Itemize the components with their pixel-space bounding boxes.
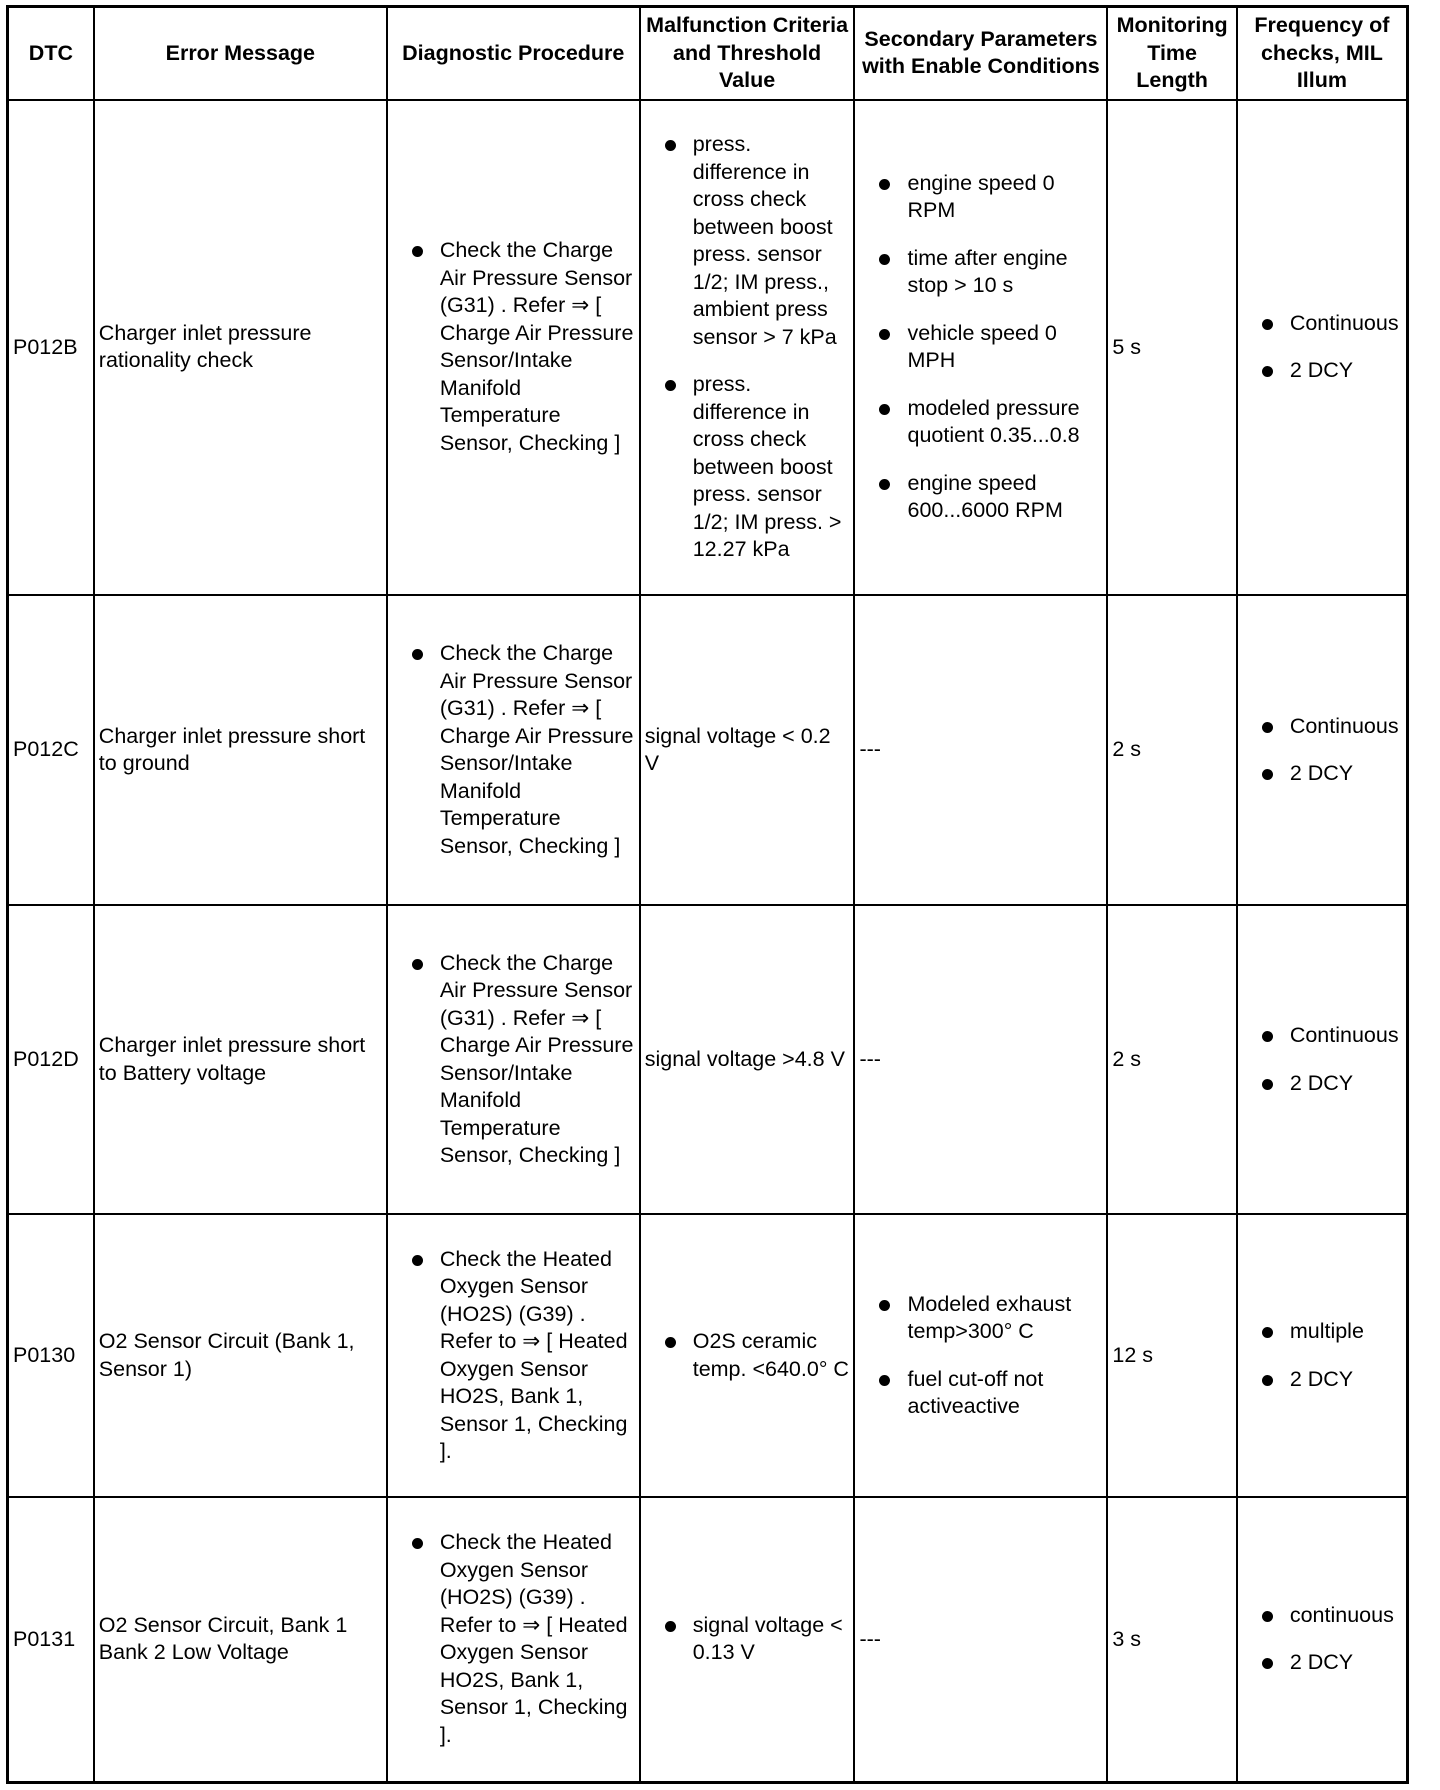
secondary-item: engine speed 600...6000 RPM: [859, 470, 1102, 525]
frequency-item: 2 DCY: [1242, 1366, 1402, 1394]
header-malfunction-criteria: Malfunction Criteria and Threshold Value: [640, 7, 855, 100]
diagnostic-procedure: [387, 1497, 640, 1783]
secondary-item: Modeled exhaust temp>300° C: [859, 1291, 1102, 1346]
procedure-item: Check the Charge Air Pressure Sensor (G31) . Refer ⇒ [ Charge Air Pressure Sensor/Intake Manifold Temperature Sensor, Checking ]: [392, 237, 635, 457]
malfunction-criteria: [640, 100, 855, 596]
monitoring-time: 2 s: [1107, 595, 1236, 905]
table-row: [8, 100, 1408, 596]
frequency: [1237, 1214, 1408, 1497]
dtc-table: [6, 5, 1409, 1784]
table-row: [8, 905, 1408, 1215]
header-dtc: DTC: [8, 7, 94, 100]
frequency-item: 2 DCY: [1242, 760, 1402, 788]
frequency: [1237, 1497, 1408, 1783]
frequency-item: Continuous: [1242, 713, 1402, 741]
secondary-item: fuel cut-off not activeactive: [859, 1366, 1102, 1421]
frequency: [1237, 905, 1408, 1215]
header-error-message: Error Message: [94, 7, 387, 100]
monitoring-time: 2 s: [1107, 905, 1236, 1215]
frequency: [1237, 595, 1408, 905]
criteria-item: signal voltage < 0.13 V: [645, 1612, 850, 1667]
header-row: [8, 7, 1408, 100]
diagnostic-procedure: [387, 100, 640, 596]
secondary-parameters: [854, 1214, 1107, 1497]
frequency-item: 2 DCY: [1242, 357, 1402, 385]
malfunction-criteria: [640, 1214, 855, 1497]
malfunction-criteria: signal voltage >4.8 V: [640, 905, 855, 1215]
diagnostic-procedure: [387, 1214, 640, 1497]
error-message: Charger inlet pressure rationality check: [94, 100, 387, 596]
monitoring-time: 3 s: [1107, 1497, 1236, 1783]
dtc-code: P0131: [8, 1497, 94, 1783]
table-row: [8, 1214, 1408, 1497]
dtc-code: P0130: [8, 1214, 94, 1497]
frequency-item: 2 DCY: [1242, 1070, 1402, 1098]
secondary-parameters: ---: [854, 1497, 1107, 1783]
error-message: Charger inlet pressure short to ground: [94, 595, 387, 905]
secondary-item: time after engine stop > 10 s: [859, 245, 1102, 300]
frequency-item: multiple: [1242, 1318, 1402, 1346]
secondary-parameters: [854, 100, 1107, 596]
dtc-code: P012B: [8, 100, 94, 596]
malfunction-criteria: signal voltage < 0.2 V: [640, 595, 855, 905]
procedure-item: Check the Heated Oxygen Sensor (HO2S) (G39) . Refer to ⇒ [ Heated Oxygen Sensor HO2S, Bank 1, Sensor 1, Checking ].: [392, 1246, 635, 1466]
header-diagnostic-procedure: Diagnostic Procedure: [387, 7, 640, 100]
secondary-item: modeled pressure quotient 0.35...0.8: [859, 395, 1102, 450]
error-message: O2 Sensor Circuit (Bank 1, Sensor 1): [94, 1214, 387, 1497]
secondary-parameters: ---: [854, 595, 1107, 905]
table-row: [8, 1497, 1408, 1783]
error-message: O2 Sensor Circuit, Bank 1 Bank 2 Low Voltage: [94, 1497, 387, 1783]
secondary-item: engine speed 0 RPM: [859, 170, 1102, 225]
frequency-item: continuous: [1242, 1602, 1402, 1630]
monitoring-time: 5 s: [1107, 100, 1236, 596]
table-row: [8, 595, 1408, 905]
header-secondary-parameters: Secondary Parameters with Enable Conditions: [854, 7, 1107, 100]
secondary-item: vehicle speed 0 MPH: [859, 320, 1102, 375]
frequency-item: 2 DCY: [1242, 1649, 1402, 1677]
procedure-item: Check the Charge Air Pressure Sensor (G31) . Refer ⇒ [ Charge Air Pressure Sensor/Intake Manifold Temperature Sensor, Checking ]: [392, 640, 635, 860]
frequency: [1237, 100, 1408, 596]
diagnostic-procedure: [387, 595, 640, 905]
diagnostic-procedure: [387, 905, 640, 1215]
criteria-item: press. difference in cross check between boost press. sensor 1/2; IM press. > 12.27 kPa: [645, 371, 850, 564]
header-frequency: Frequency of checks, MIL Illum: [1237, 7, 1408, 100]
criteria-item: O2S ceramic temp. <640.0° C: [645, 1328, 850, 1383]
header-monitoring-time: Monitoring Time Length: [1107, 7, 1236, 100]
secondary-parameters: ---: [854, 905, 1107, 1215]
frequency-item: Continuous: [1242, 1022, 1402, 1050]
procedure-item: Check the Charge Air Pressure Sensor (G31) . Refer ⇒ [ Charge Air Pressure Sensor/Intake Manifold Temperature Sensor, Checking ]: [392, 950, 635, 1170]
malfunction-criteria: [640, 1497, 855, 1783]
dtc-code: P012C: [8, 595, 94, 905]
dtc-code: P012D: [8, 905, 94, 1215]
criteria-item: press. difference in cross check between boost press. sensor 1/2; IM press., ambient press sensor > 7 kPa: [645, 131, 850, 351]
frequency-item: Continuous: [1242, 310, 1402, 338]
monitoring-time: 12 s: [1107, 1214, 1236, 1497]
procedure-item: Check the Heated Oxygen Sensor (HO2S) (G39) . Refer to ⇒ [ Heated Oxygen Sensor HO2S, Bank 1, Sensor 1, Checking ].: [392, 1529, 635, 1749]
error-message: Charger inlet pressure short to Battery voltage: [94, 905, 387, 1215]
